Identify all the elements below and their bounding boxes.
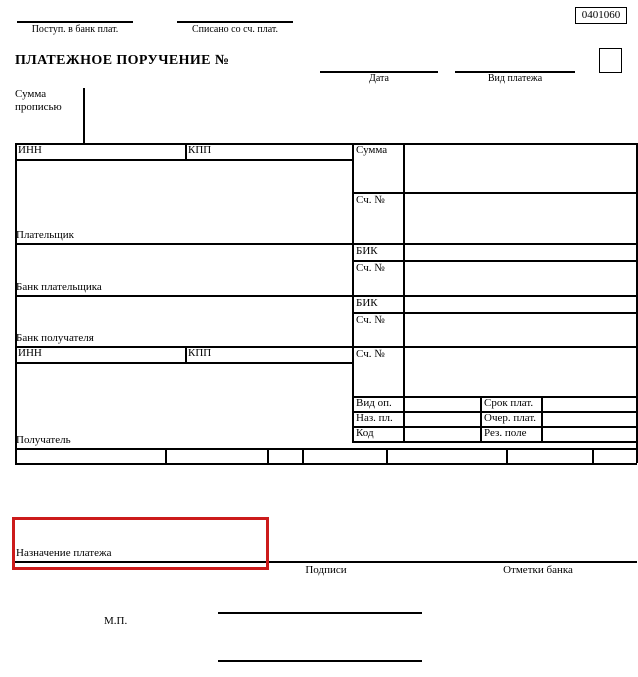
form-code-box [575, 7, 627, 24]
form-code: 0401060 [581, 9, 621, 21]
payment-assignment-label: Наз. пл. [356, 412, 393, 424]
payer-inn-label: ИНН [18, 144, 42, 156]
tax-field-cell[interactable] [15, 448, 165, 463]
payer-bank-bik-input-area[interactable] [403, 243, 636, 260]
payer-bank-account-label: Сч. № [356, 262, 385, 274]
amount-words-input-area[interactable] [85, 88, 635, 142]
amount-words-label: Сумма прописью [15, 88, 62, 113]
reserve-field-input-area[interactable] [541, 426, 636, 441]
operation-type-input-area[interactable] [403, 396, 480, 411]
grid-line [352, 441, 637, 443]
payment-type-input-area[interactable] [455, 56, 575, 70]
grid-line [636, 143, 638, 463]
payer-bank-name-input-area[interactable] [15, 243, 352, 279]
payer-kpp-input-area[interactable] [218, 143, 352, 159]
code-label: Код [356, 427, 374, 439]
payment-term-label: Срок плат. [484, 397, 534, 409]
payment-type-label: Вид платежа [487, 73, 543, 84]
grid-line [15, 463, 637, 465]
payee-name-input-area[interactable] [15, 362, 352, 432]
reserve-field-label: Рез. поле [484, 427, 527, 439]
payee-bank-name-input-area[interactable] [15, 295, 352, 330]
highlight-box [12, 517, 269, 570]
payer-bank-label: Банк плательщика [16, 281, 102, 293]
amount-label: Сумма [356, 144, 388, 156]
tax-field-cell[interactable] [302, 448, 386, 463]
payment-priority-input-area[interactable] [541, 411, 636, 426]
grid-line [185, 346, 187, 362]
signatures-label: Подписи [305, 564, 347, 576]
bank-marks-label: Отметки банка [503, 564, 573, 576]
debited-stamp-label: Списано со сч. плат. [191, 24, 279, 35]
grid-line [185, 143, 187, 159]
payment-assignment-input-area[interactable] [403, 411, 480, 426]
signature-line [218, 612, 422, 614]
payer-kpp-label: КПП [188, 144, 212, 156]
received-stamp-line [17, 21, 133, 23]
payer-bank-account-input-area[interactable] [403, 260, 636, 295]
tax-field-cell[interactable] [386, 448, 506, 463]
payee-inn-input-area[interactable] [45, 346, 185, 362]
payee-bank-account-input-area[interactable] [403, 312, 636, 346]
grid-line [480, 396, 482, 441]
operation-type-label: Вид оп. [356, 397, 392, 409]
payer-account-input-area[interactable] [403, 192, 636, 243]
signature-line [218, 660, 422, 662]
date-label: Дата [369, 73, 389, 84]
payment-purpose-label: Назначение платежа [16, 547, 112, 559]
payee-bank-account-label: Сч. № [356, 314, 385, 326]
tax-field-cell[interactable] [267, 448, 302, 463]
payee-account-input-area[interactable] [403, 346, 636, 396]
payer-bank-bik-label: БИК [356, 245, 378, 257]
tax-field-cell[interactable] [165, 448, 267, 463]
page-title: ПЛАТЕЖНОЕ ПОРУЧЕНИЕ № [15, 53, 230, 68]
payee-bank-bik-input-area[interactable] [403, 295, 636, 312]
code-input-area[interactable] [403, 426, 480, 441]
payee-inn-label: ИНН [18, 347, 42, 359]
payer-label: Плательщик [16, 229, 74, 241]
tax-field-cell[interactable] [592, 448, 637, 463]
payee-kpp-input-area[interactable] [218, 346, 352, 362]
stamp-label: М.П. [104, 615, 128, 627]
payer-account-label: Сч. № [356, 194, 385, 206]
payee-label: Получатель [16, 434, 71, 446]
payment-term-input-area[interactable] [541, 396, 636, 411]
received-stamp-label: Поступ. в банк плат. [31, 24, 119, 35]
amount-input-area[interactable] [403, 143, 636, 192]
payee-bank-label: Банк получателя [16, 332, 94, 344]
payment-priority-label: Очер. плат. [484, 412, 537, 424]
payee-account-label: Сч. № [356, 348, 385, 360]
payer-name-input-area[interactable] [15, 159, 352, 227]
tax-field-cell[interactable] [506, 448, 592, 463]
payee-bank-bik-label: БИК [356, 297, 378, 309]
payer-inn-input-area[interactable] [45, 143, 185, 159]
payee-kpp-label: КПП [188, 347, 212, 359]
debited-stamp-line [177, 21, 293, 23]
date-input-area[interactable] [320, 56, 438, 70]
grid-line [352, 143, 354, 441]
status-box[interactable] [599, 48, 622, 73]
